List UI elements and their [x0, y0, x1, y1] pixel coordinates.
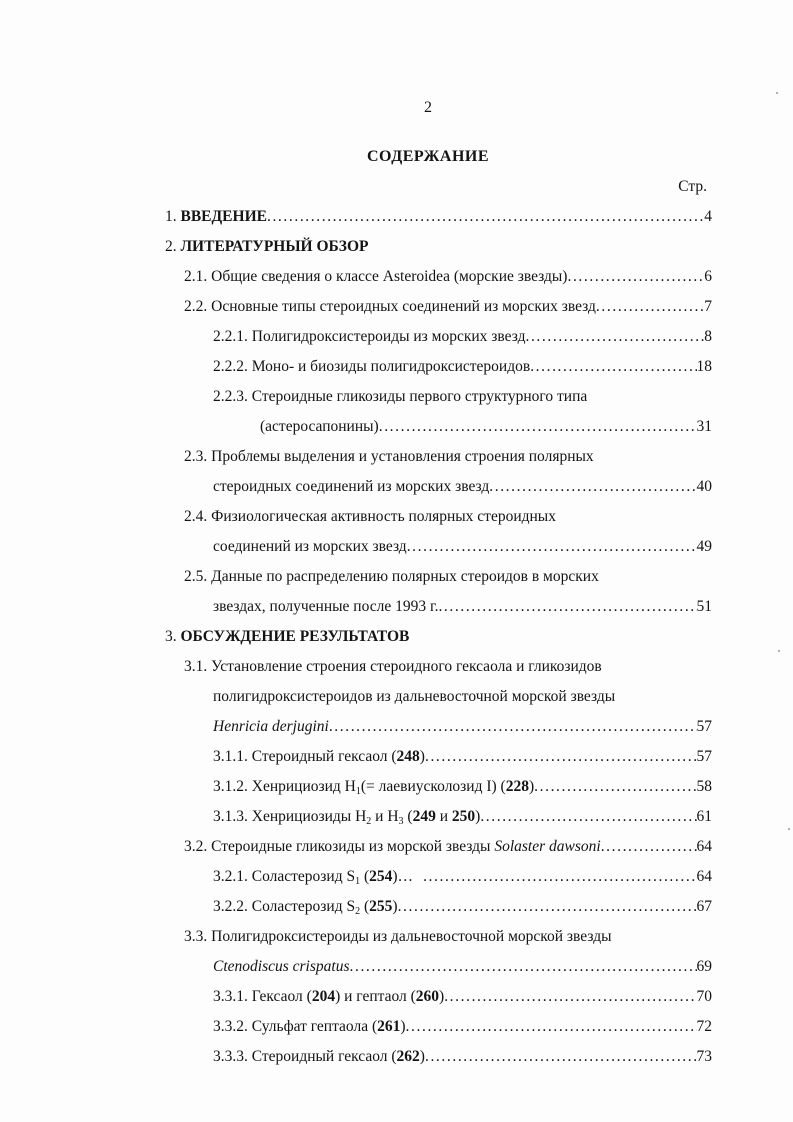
dot-leader	[398, 896, 697, 918]
toc-entry-2-1	[184, 266, 712, 288]
entry-title-end: )	[528, 778, 535, 795]
entry-title-mid: (	[360, 868, 370, 885]
compound-number: 262	[396, 1048, 420, 1065]
entry-title-end: )	[419, 748, 425, 765]
entry-page: 4	[704, 208, 712, 225]
entry-page: 70	[696, 988, 712, 1005]
entry-page: 7	[704, 298, 712, 315]
dot-leader	[534, 776, 696, 798]
entry-page: 57	[696, 748, 712, 765]
entry-number: 3.	[165, 628, 181, 645]
entry-page: 61	[696, 808, 712, 825]
entry-title: соединений из морских звезд	[213, 538, 407, 555]
toc-entry-literature-review	[165, 236, 369, 258]
entry-title: 3.1.1. Стероидный гексаол (	[213, 748, 397, 765]
page-number: 2	[424, 99, 432, 116]
subscript: 1	[355, 786, 361, 797]
entry-page: 67	[696, 898, 712, 915]
entry-page: 64	[696, 838, 712, 855]
subscript: 2	[355, 906, 361, 917]
toc-entry-2-4-cont	[213, 536, 712, 558]
entry-title: 2.2. Основные типы стероидных соединений из морских звезд	[184, 298, 596, 315]
species-name: Henricia derjugini	[213, 718, 329, 735]
entry-title-end: )	[475, 808, 481, 825]
entry-page: 64	[696, 868, 712, 885]
dot-leader	[567, 266, 704, 288]
toc-entry-3-3-2	[213, 1016, 712, 1038]
toc-entry-3-1-1	[213, 746, 712, 768]
dot-leader	[489, 476, 696, 498]
toc-entry-2-3-cont	[213, 476, 712, 498]
entry-number: 2.	[165, 238, 181, 255]
compound-number: 254	[369, 868, 393, 885]
entry-page: 72	[696, 1018, 712, 1035]
dot-leader	[406, 1016, 697, 1038]
entry-page: 8	[704, 328, 712, 345]
subscript: 1	[355, 876, 361, 887]
entry-title: 3.3.3. Стероидный гексаол (	[213, 1048, 397, 1065]
entry-page: 49	[696, 538, 712, 555]
entry-title: стероидных соединений из морских звезд	[213, 478, 490, 495]
entry-title-end: )	[392, 898, 398, 915]
entry-title: 2.2.2. Моно- и биозиды полигидроксистероидов	[213, 358, 531, 375]
entry-title-end: )	[419, 1048, 425, 1065]
subscript: 3	[398, 816, 404, 827]
toc-entry-results-discussion	[165, 626, 409, 648]
entry-page: 18	[696, 358, 712, 375]
entry-page: 58	[696, 778, 712, 795]
toc-entry-3-3-3	[213, 1046, 712, 1068]
dot-leader	[425, 1046, 697, 1068]
compound-number: 228	[505, 778, 529, 795]
entry-page: 6	[704, 268, 712, 285]
entry-title-mid: ) и гептаол (	[335, 988, 416, 1005]
entry-page: 51	[696, 598, 712, 615]
entry-title: 3.2.2. Соластерозид S	[213, 898, 356, 915]
toc-entry-2-2-3-cont	[260, 416, 712, 438]
dot-leader	[601, 836, 697, 858]
entry-title-mid: (	[403, 808, 413, 825]
dot-leader	[530, 356, 696, 378]
dot-leader	[407, 536, 697, 558]
entry-title-mid: (	[360, 898, 370, 915]
toc-entry-3-1-2	[213, 776, 712, 798]
entry-title: 3.3.1. Гексаол (	[213, 988, 312, 1005]
entry-title: ЛИТЕРАТУРНЫЙ ОБЗОР	[180, 238, 369, 255]
entry-page: 69	[696, 958, 712, 975]
toc-entry-3-3: 3.3. Полигидроксистероиды из дальневосточной морской звезды	[184, 928, 612, 945]
toc-entry-3-3-1	[213, 986, 712, 1008]
dot-leader	[425, 746, 697, 768]
dot-leader	[329, 716, 697, 738]
entry-title: ОБСУЖДЕНИЕ РЕЗУЛЬТАТОВ	[180, 628, 410, 645]
dot-leader	[350, 956, 697, 978]
toc-entry-2-2	[184, 296, 712, 318]
entry-page: 57	[696, 718, 712, 735]
toc-entry-3-3-species	[213, 956, 712, 978]
entry-page: 73	[696, 1048, 712, 1065]
entry-title: 3.3.2. Сульфат гептаола (	[213, 1018, 378, 1035]
subscript: 2	[366, 816, 372, 827]
toc-entry-2-2-1	[213, 326, 712, 348]
toc-entry-introduction	[165, 206, 712, 228]
toc-entry-2-5: 2.5. Данные по распределению полярных стероидов в морских	[184, 568, 599, 585]
entry-title-end: )	[439, 988, 445, 1005]
entry-title-mid: и	[435, 808, 452, 825]
toc-entry-3-1-species	[213, 716, 712, 738]
scan-speck	[776, 92, 778, 94]
entry-title-mid: и H	[371, 808, 399, 825]
compound-number: 249	[412, 808, 436, 825]
compound-number: 261	[377, 1018, 401, 1035]
compound-number: 250	[451, 808, 476, 825]
toc-entry-2-5-cont	[213, 596, 712, 618]
dot-leader	[444, 986, 696, 1008]
toc-entry-3-2-2	[213, 896, 712, 918]
toc-entry-3-2	[184, 836, 712, 858]
entry-number: 1.	[165, 208, 181, 225]
scan-speck	[778, 650, 780, 652]
dot-leader	[480, 806, 696, 828]
dot-leader	[423, 866, 696, 888]
entry-page: 31	[696, 418, 712, 435]
compound-number: 204	[311, 988, 336, 1005]
species-name: Ctenodiscus crispatus	[213, 958, 350, 975]
dot-leader	[438, 596, 696, 618]
entry-title: звездах, полученные после 1993 г.	[213, 598, 439, 615]
toc-entry-3-1-cont: полигидроксистероидов из дальневосточной морской звезды	[213, 688, 616, 705]
toc-entry-3-2-1	[213, 866, 712, 888]
entry-title: 3.1.3. Хенрициозиды H	[213, 808, 367, 825]
entry-title: 3.2.1. Соластерозид S	[213, 868, 356, 885]
compound-number: 248	[396, 748, 420, 765]
toc-entry-2-2-3: 2.2.3. Стероидные гликозиды первого структурного типа	[213, 388, 588, 405]
page-column-label: Стр.	[678, 178, 707, 195]
toc-entry-3-1-3	[213, 806, 712, 828]
dot-leader	[379, 416, 697, 438]
dot-leader	[596, 296, 704, 318]
entry-title: ВВЕДЕНИЕ	[180, 208, 267, 225]
entry-title-mid: (= лаевиусколозид I) (	[360, 778, 506, 795]
page-title: СОДЕРЖАНИЕ	[366, 148, 490, 165]
entry-title: 3.1.2. Хенрициозид H	[213, 778, 356, 795]
entry-page: 40	[696, 478, 712, 495]
entry-title: (астеросапонины)	[260, 418, 379, 435]
entry-title: 2.2.1. Полигидроксистероиды из морских звезд	[213, 328, 526, 345]
dot-leader	[525, 326, 704, 348]
toc-entry-3-1: 3.1. Установление строения стероидного гексаола и гликозидов	[184, 658, 602, 675]
scan-speck	[788, 828, 790, 830]
toc-entry-2-3: 2.3. Проблемы выделения и установления строения полярных	[184, 448, 594, 465]
entry-title-end: )	[400, 1018, 406, 1035]
species-name: Solaster dawsoni	[494, 838, 601, 855]
compound-number: 255	[369, 898, 393, 915]
toc-entry-2-2-2	[213, 356, 712, 378]
entry-title: 3.2. Стероидные гликозиды из морской звезды	[184, 838, 495, 855]
compound-number: 260	[415, 988, 440, 1005]
entry-title-end: )…	[392, 868, 414, 885]
dot-leader	[267, 206, 704, 228]
toc-entry-2-4: 2.4. Физиологическая активность полярных стероидных	[184, 508, 556, 525]
entry-title: 2.1. Общие сведения о классе Asteroidea (морские звезды)	[184, 268, 568, 285]
